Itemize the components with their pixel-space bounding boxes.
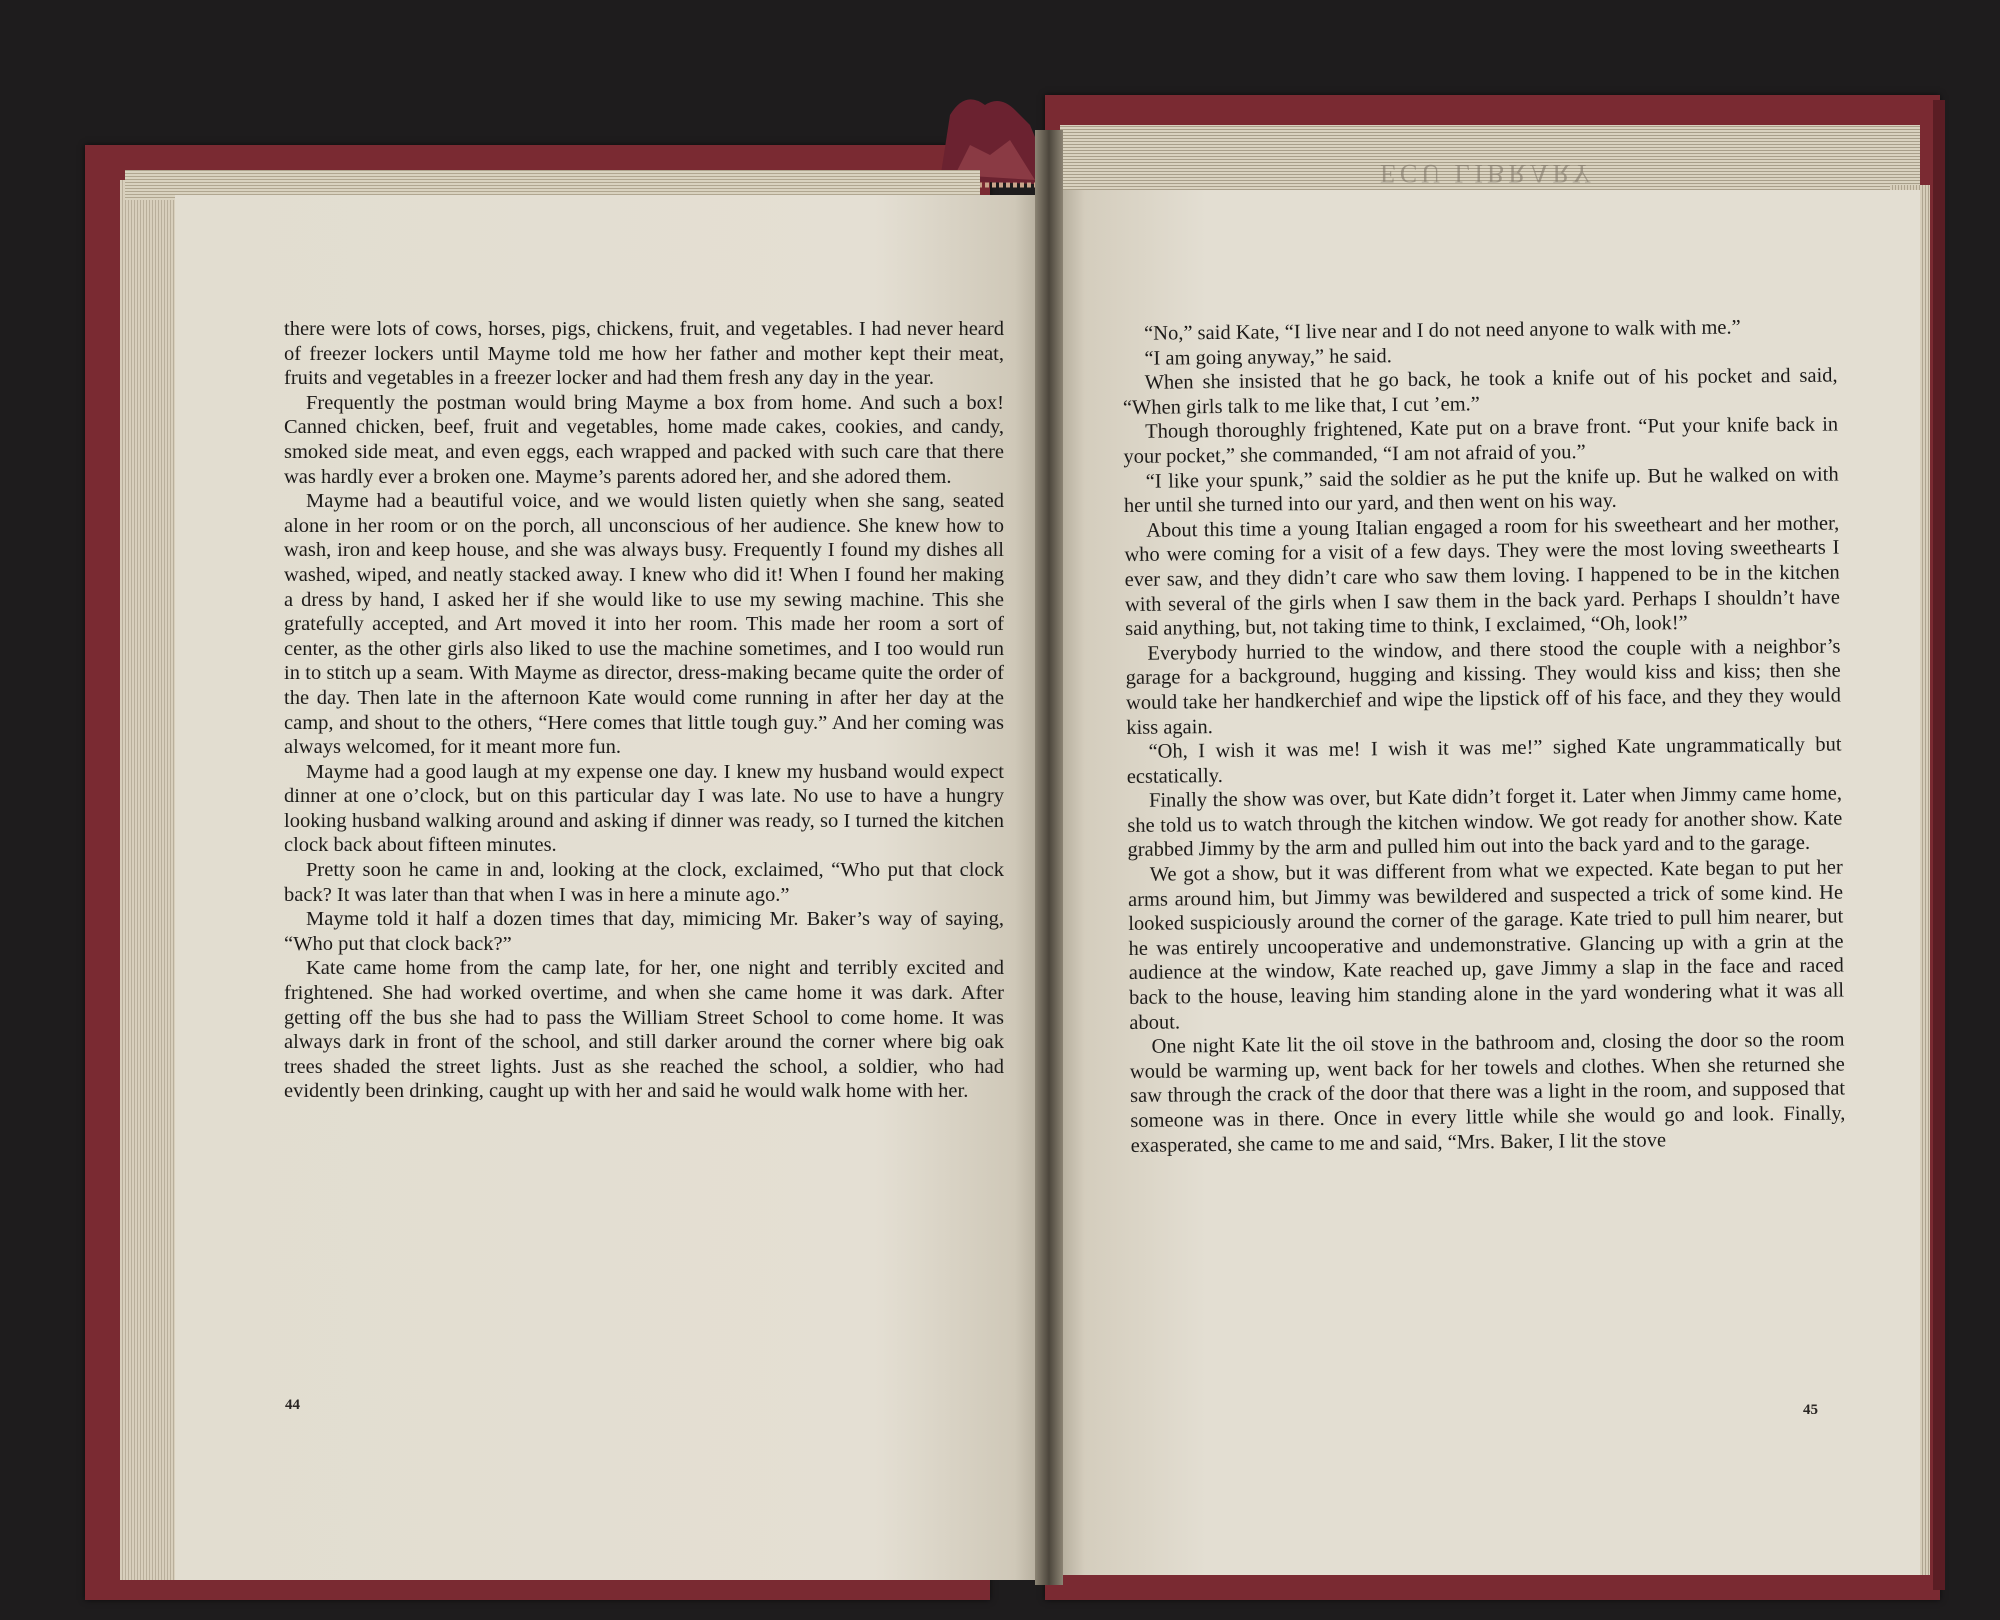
paragraph: “Oh, I wish it was me! I wish it was me!” sighed Kate ungrammatically but ecstatically. <box>1126 733 1842 788</box>
paragraph: Everybody hurried to the window, and there stood the couple with a neighbor’s garage for a background, hugging and kissing. They would kiss and kiss; then she would take her handkerchief and wipe the lipstick off of his face, and they they would kiss again. <box>1125 635 1842 739</box>
paragraph: Kate came home from the camp late, for her, one night and terribly excited and frightened. She had worked overtime, and when she came home it was dark. After getting off the bus she had to pass the William Street School to come home. It was always dark in front of the school, and still darker around the corner where big oak trees shaded the street lights. Just as she reached the school, a soldier, who had evidently been drinking, caught up with her and said he would walk home with her. <box>284 957 1004 1103</box>
paragraph: Frequently the postman would bring Mayme a box from home. And such a box! Canned chicken, beef, fruit and vegetables, home made cakes, cookies, and candy, smoked side meat, and even eggs, each wrapped and packed with such care that there was hardly ever a broken one. Mayme’s parents adored her, and she adored them. <box>284 391 1004 488</box>
paragraph: Mayme had a beautiful voice, and we would listen quietly when she sang, seated alone in her room or on the porch, all unconscious of her audience. She knew how to wash, iron and keep house, and she was always busy. Frequently I found my dishes all washed, wiped, and neatly stacked away. I knew who did it! When I found her making a dress by hand, I asked her if she would like to use my sewing machine. This she gratefully accepted, and Art moved it into her room. This made her room a sort of center, as the other girls also liked to use the machine sometimes, and I too would run in to stitch up a seam. With Mayme as director, dress-making became quite the order of the day. Then late in the afternoon Kate would come running in after her day at the camp, and shout to the others, “Here comes that little tough guy.” And her coming was always welcomed, for it meant more fun. <box>284 490 1004 759</box>
left-page-text <box>284 317 1004 1104</box>
book-gutter <box>1035 130 1063 1585</box>
paragraph: “I like your spunk,” said the soldier as he put the knife up. But he walked on with her until she turned into our yard, and then went on his way. <box>1123 463 1839 518</box>
paragraph: When she insisted that he go back, he took a knife out of his pocket and said, “When girls talk to me like that, I cut ’em.” <box>1122 364 1838 419</box>
library-stamp: ECU LIBRARY <box>1380 159 1596 188</box>
page-number-right: 45 <box>1803 1402 1818 1418</box>
paragraph: Mayme had a good laugh at my expense one day. I knew my husband would expect dinner at one o’clock, but on this particular day I was late. No use to have a hungry looking husband walking around and asking if dinner was ready, so I turned the kitchen clock back about fifteen minutes. <box>284 760 1004 857</box>
paragraph: Mayme told it half a dozen times that day, mimicing Mr. Baker’s way of saying, “Who put that clock back?” <box>284 908 1004 955</box>
paragraph: One night Kate lit the oil stove in the bathroom and, closing the door so the room would be warming up, went back for her towels and clothes. When she returned she saw through the crack of the door that there was a light in the room, and supposed that someone was in there. Once in every little while she would go and look. Finally, exasperated, she came to me and said, “Mrs. Baker, I lit the stove <box>1129 1028 1846 1157</box>
paragraph: Pretty soon he came in and, looking at the clock, exclaimed, “Who put that clock back? It was later than that when I was in here a minute ago.” <box>284 859 1004 906</box>
paragraph: Though thoroughly frightened, Kate put on a brave front. “Put your knife back in your pocket,” she commanded, “I am not afraid of you.” <box>1123 413 1839 468</box>
right-page-text <box>1122 315 1846 1159</box>
paragraph: About this time a young Italian engaged a room for his sweetheart and her mother, who were coming for a visit of a few days. They were the most loving sweethearts I ever saw, and they didn’t care who saw them loving. I happened to be in the kitchen with several of the girls when I saw them in the back yard. Perhaps I shouldn’t have said anything, but, not taking time to think, I exclaimed, “Oh, look!” <box>1124 512 1841 641</box>
paragraph: “No,” said Kate, “I live near and I do not need anyone to walk with me.” <box>1144 316 1741 345</box>
paragraph: We got a show, but it was different from what we expected. Kate began to put her arms around him, but Jimmy was bewildered and suspected a trick of some kind. He looked suspiciously around the corner of the garage. Kate tried to pull him nearer, but he was entirely uncooperative and undemonstrative. Glancing up with a grin at the audience at the window, Kate reached up, gave Jimmy a slap in the face and raced back to the house, leaving him standing alone in the yard wondering what it was all about. <box>1127 856 1845 1034</box>
page-edges-left <box>120 180 175 1580</box>
paragraph: Finally the show was over, but Kate didn’t forget it. Later when Jimmy came home, she told us to watch through the kitchen window. We got ready for another show. Kate grabbed Jimmy by the arm and pulled him out into the back yard and to the garage. <box>1127 782 1843 862</box>
paragraph: there were lots of cows, horses, pigs, chickens, fruit, and vegetables. I had never heard of freezer lockers until Mayme told me how her father and mother kept their meat, fruits and vegetables in a freezer locker and had them fresh any day in the year. <box>284 318 1004 390</box>
page-number-left: 44 <box>285 1397 300 1413</box>
book-cover-edge <box>1933 100 1945 1590</box>
paragraph: “I am going anyway,” he said. <box>1144 344 1392 370</box>
